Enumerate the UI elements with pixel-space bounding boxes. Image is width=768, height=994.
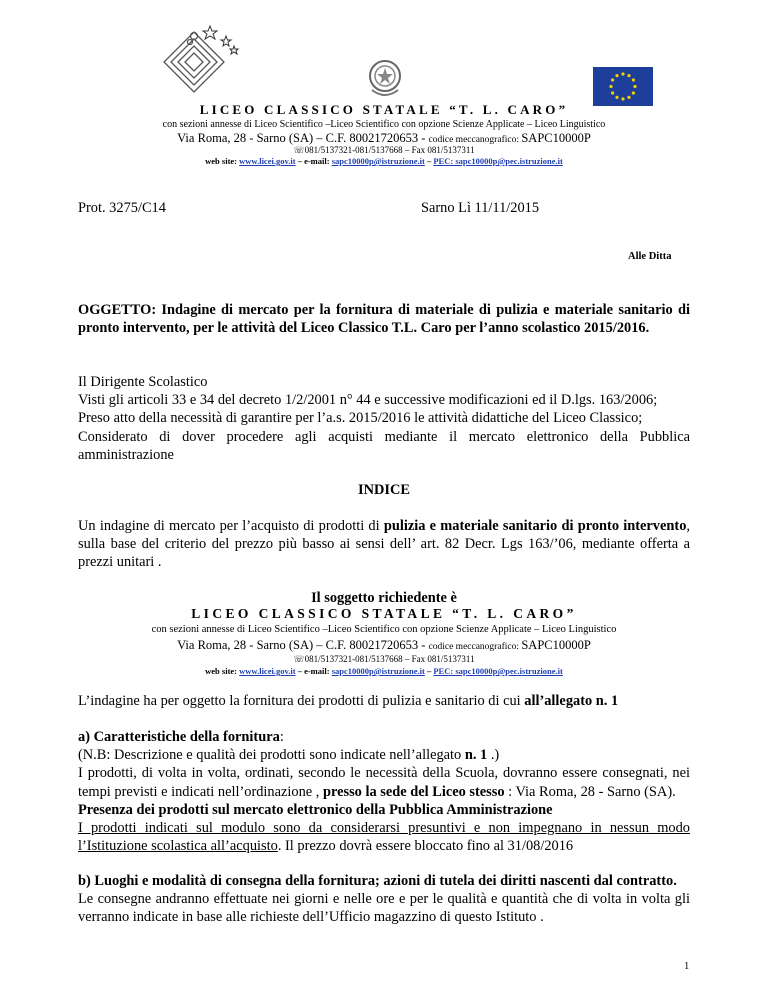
prodotti-text-a: I prodotti, di volta in volta, ordinati, secondo le necessità della Scuola, dovranno essere consegnati, nei tempi previsti e indicati nell’ordinazione , (78, 765, 690, 800)
email-link-repeat[interactable]: sapc10000p@istruzione.it (331, 666, 425, 676)
indicati-paragraph (78, 819, 690, 855)
pec-link[interactable]: PEC: sapc10000p@pec.istruzione.it (433, 156, 563, 166)
nb-text-a: (N.B: Descrizione e qualità dei prodotti sono indicate nell’allegato (78, 747, 465, 764)
indagine-text-a: Un indagine di mercato per l’acquisto di prodotti di (78, 518, 384, 534)
phone-text: 081/5137321-081/5137668 – Fax 081/5137311 (304, 145, 475, 155)
indicati-text-underlined: I prodotti indicati sul modulo sono da considerarsi presuntivi e non impegnano in nessun modo l’Istituzione scolastica all’acquisto (78, 820, 690, 855)
recipient: Alle Ditta (628, 251, 672, 262)
email-link[interactable]: sapc10000p@istruzione.it (331, 156, 425, 166)
page-number: 1 (684, 961, 690, 972)
visti-line: Visti gli articoli 33 e 34 del decreto 1/2/2001 n° 44 e successive modificazioni ed il D.lgs. 163/2006; (78, 392, 658, 409)
email-label: – e-mail: (295, 156, 332, 166)
school-web-repeat (0, 666, 768, 676)
email-label-repeat: – e-mail: (295, 666, 332, 676)
school-name: LICEO CLASSICO STATALE “T. L. CARO” (199, 102, 569, 117)
address-text: Via Roma, 28 - Sarno (SA) – C.F. 80021720653 - (177, 131, 429, 145)
considerato-line: Considerato di dover procedere agli acquisti mediante il mercato elettronico della Pubblica amministrazione (78, 428, 690, 463)
republic-emblem-graphic (364, 56, 406, 100)
subject (78, 301, 690, 337)
school-address (0, 131, 768, 146)
indicati-text-tail: . Il prezzo dovrà essere bloccato fino al 31/08/2016 (277, 838, 574, 855)
republic-emblem (364, 56, 406, 100)
preso-line: Preso atto della necessità di garantire per l’a.s. 2015/2016 le attività didattiche del Liceo Classico; (78, 410, 643, 427)
code-value: SAPC10000P (521, 131, 591, 145)
pec-link-repeat[interactable]: PEC: sapc10000p@pec.istruzione.it (433, 666, 563, 676)
presenza-line: Presenza dei prodotti sul mercato elettronico della Pubblica Amministrazione (78, 801, 553, 818)
indice-heading: INDICE (358, 482, 410, 498)
soggetto-heading: Il soggetto richiedente è (311, 590, 457, 606)
code-label-repeat: codice meccanografico: (428, 642, 522, 652)
school-name-repeat: LICEO CLASSICO STATALE “T. L. CARO” (191, 606, 577, 621)
oggetto-text-a: L’indagine ha per oggetto la fornitura dei prodotti di pulizia e sanitario di cui (78, 693, 525, 709)
pec-separator: – (424, 156, 434, 166)
school-phone (0, 145, 768, 156)
school-logo-graphic (160, 22, 240, 100)
school-logo (160, 22, 240, 100)
web-label-repeat: web site: (205, 666, 240, 676)
school-web (0, 156, 768, 166)
nb-text-b: n. 1 (464, 747, 488, 764)
school-sections: con sezioni annesse di Liceo Scientifico –Liceo Scientifico con opzione Scienze Applicate – Liceo Linguistico (162, 119, 606, 130)
nb-text-c: .) (487, 747, 500, 764)
consegne-paragraph: Le consegne andranno effettuate nei giorni e nelle ore e per le qualità e quantità che di volta in volta gli verranno indicate in base alle richieste dell’Ufficio magazzino di questo Istituto . (78, 891, 690, 926)
section-a (78, 728, 690, 855)
website-link-repeat[interactable]: www.licei.gov.it (239, 666, 296, 676)
prodotti-paragraph (78, 764, 690, 800)
address-text-repeat: Via Roma, 28 - Sarno (SA) – C.F. 80021720653 - (177, 638, 429, 652)
nb-line (78, 746, 690, 764)
oggetto-line (78, 692, 718, 710)
place-date: Sarno Lì 11/11/2015 (421, 200, 540, 216)
school-phone-repeat (0, 654, 768, 665)
premises (78, 373, 690, 464)
school-address-repeat (0, 638, 768, 653)
section-b-title: b) Luoghi e modalità di consegna della fornitura; azioni di tutela dei diritti nascenti dal contratto. (78, 873, 677, 889)
eu-flag (593, 67, 653, 106)
prodotti-text-b: presso la sede del Liceo stesso (322, 783, 505, 800)
dirigente-line: Il Dirigente Scolastico (78, 374, 208, 390)
subject-label: OGGETTO (78, 302, 152, 318)
section-a-title-text: a) Caratteristiche della fornitura (78, 729, 280, 745)
web-label: web site: (205, 156, 240, 166)
subject-text: : Indagine di mercato per la fornitura di materiale di pulizia e materiale sanitario di pronto intervento, per le attività del Liceo Classico T.L. Caro per l’anno scolastico 2015/2016. (78, 302, 690, 337)
eu-flag-graphic (593, 67, 653, 106)
oggetto-text-b: all’allegato n. 1 (524, 693, 619, 709)
phone-icon: ☏ (293, 145, 305, 155)
website-link[interactable]: www.licei.gov.it (239, 156, 296, 166)
pec-separator-repeat: – (424, 666, 434, 676)
indagine-paragraph (78, 517, 690, 572)
prodotti-text-c: : Via Roma, 28 - Sarno (SA). (504, 783, 676, 800)
code-value-repeat: SAPC10000P (521, 638, 591, 652)
section-b (78, 872, 690, 927)
indagine-text-b: pulizia e materiale sanitario di pronto intervento (383, 518, 687, 534)
school-sections-repeat: con sezioni annesse di Liceo Scientifico –Liceo Scientifico con opzione Scienze Applicate – Liceo Linguistico (151, 624, 617, 635)
section-a-title (78, 728, 690, 746)
protocol-number: Prot. 3275/C14 (78, 200, 166, 216)
section-a-colon: : (279, 729, 284, 745)
phone-text-repeat: 081/5137321-081/5137668 – Fax 081/5137311 (304, 654, 475, 664)
phone-icon: ☏ (293, 654, 305, 664)
code-label: codice meccanografico: (428, 135, 522, 145)
indagine-text-c: , sulla base del criterio del prezzo più basso ai sensi dell’ art. 82 Decr. Lgs 163/’06, mediante offerta a prezzi unitari . (78, 518, 690, 571)
